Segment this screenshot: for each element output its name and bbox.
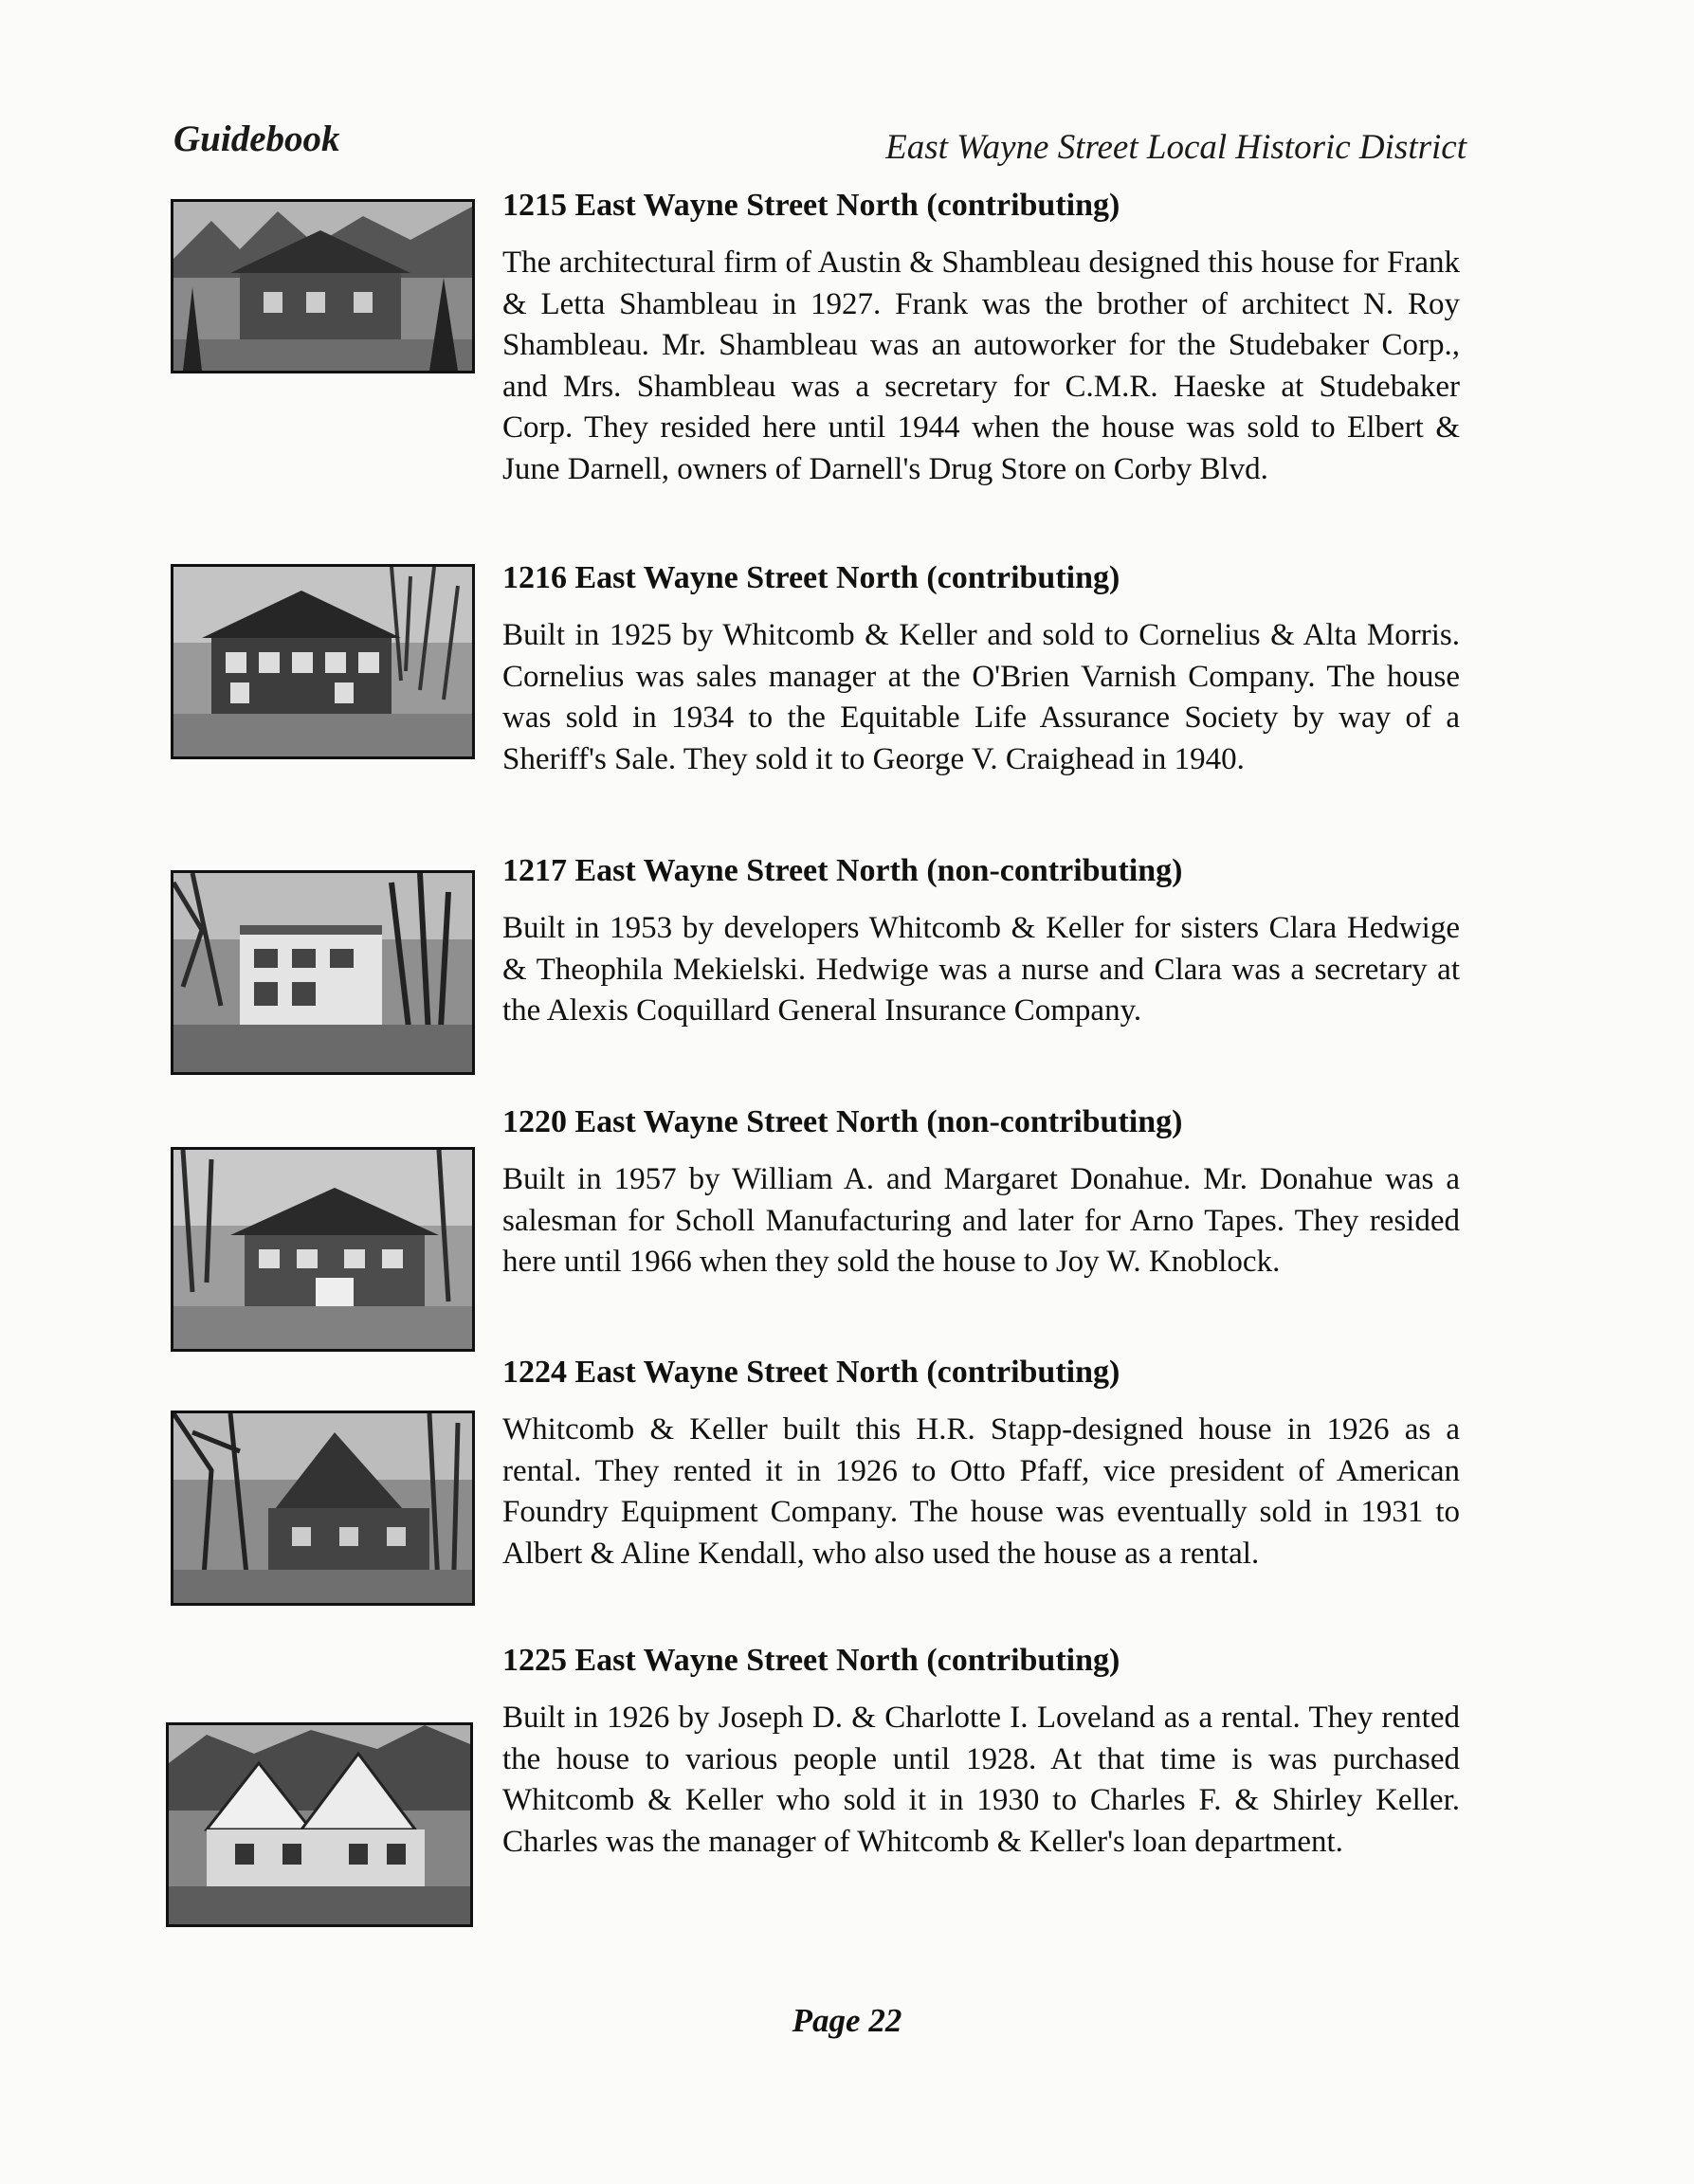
property-description: Built in 1926 by Joseph D. & Charlotte I. Loveland as a rental. They rented the house to various people until 1928. At that time is was purchased Whitcomb & Keller who sold it in 1930 to Charles F. & Shirley Keller. Charles was the manager of Whitcomb & Keller's loan department. — [502, 1701, 1460, 1859]
house-photo-1220 — [171, 1147, 475, 1352]
property-description: Built in 1953 by developers Whitcomb & Keller for sisters Clara Hedwige & Theophila Mekielski. Hedwige was a nurse and Clara was a secretary at the Alexis Coquillard General Insurance Company. — [502, 911, 1460, 1028]
property-entry-1225 — [502, 1641, 1460, 1863]
property-description: The architectural firm of Austin & Shambleau designed this house for Frank & Letta Shambleau in 1927. Frank was the brother of architect N. Roy Shambleau. Mr. Shambleau was an autoworker for the Studebaker Corp., and Mrs. Shambleau was a secretary for C.M.R. Haeske at Studebaker Corp. They resided here until 1944 when the house was sold to Elbert & June Darnell, owners of Darnell's Drug Store on Corby Blvd. — [502, 246, 1460, 486]
property-entry-1215 — [502, 186, 1460, 490]
property-entry-1220 — [502, 1102, 1460, 1283]
property-heading: 1225 East Wayne Street North (contributing) — [502, 1643, 1120, 1678]
property-description: Built in 1925 by Whitcomb & Keller and sold to Cornelius & Alta Morris. Cornelius was sales manager at the O'Brien Varnish Company. The house was sold in 1934 to the Equitable Life Assurance Society by way of a Sheriff's Sale. They sold it to George V. Craighead in 1940. — [502, 618, 1460, 776]
property-heading: 1220 East Wayne Street North (non-contributing) — [502, 1104, 1183, 1139]
property-heading: 1216 East Wayne Street North (contributing) — [502, 560, 1120, 595]
running-header-right: East Wayne Street Local Historic District — [885, 128, 1466, 167]
house-photo-1215 — [171, 199, 475, 373]
house-photo-1225 — [166, 1722, 473, 1927]
property-description: Built in 1957 by William A. and Margaret Donahue. Mr. Donahue was a salesman for Scholl Manufacturing and later for Arno Tapes. They resided here until 1966 when they sold the house to Joy W. Knoblock. — [502, 1162, 1460, 1279]
property-description: Whitcomb & Keller built this H.R. Stapp-designed house in 1926 as a rental. They rented it in 1926 to Otto Pfaff, vice president of American Foundry Equipment Company. The house was eventually sold in 1931 to Albert & Aline Kendall, who also used the house as a rental. — [502, 1412, 1460, 1571]
house-photo-1216 — [171, 564, 475, 759]
house-photo-1224 — [171, 1410, 475, 1606]
property-heading: 1217 East Wayne Street North (non-contributing) — [502, 853, 1183, 888]
property-entry-1217 — [502, 851, 1460, 1032]
page-number: Page 22 — [792, 2002, 902, 2039]
house-photo-1217 — [171, 870, 475, 1075]
property-entry-1216 — [502, 558, 1460, 780]
running-header-left: Guidebook — [173, 118, 340, 159]
property-heading: 1215 East Wayne Street North (contributing) — [502, 188, 1120, 223]
property-heading: 1224 East Wayne Street North (contributing) — [502, 1355, 1120, 1390]
property-entry-1224 — [502, 1353, 1460, 1574]
